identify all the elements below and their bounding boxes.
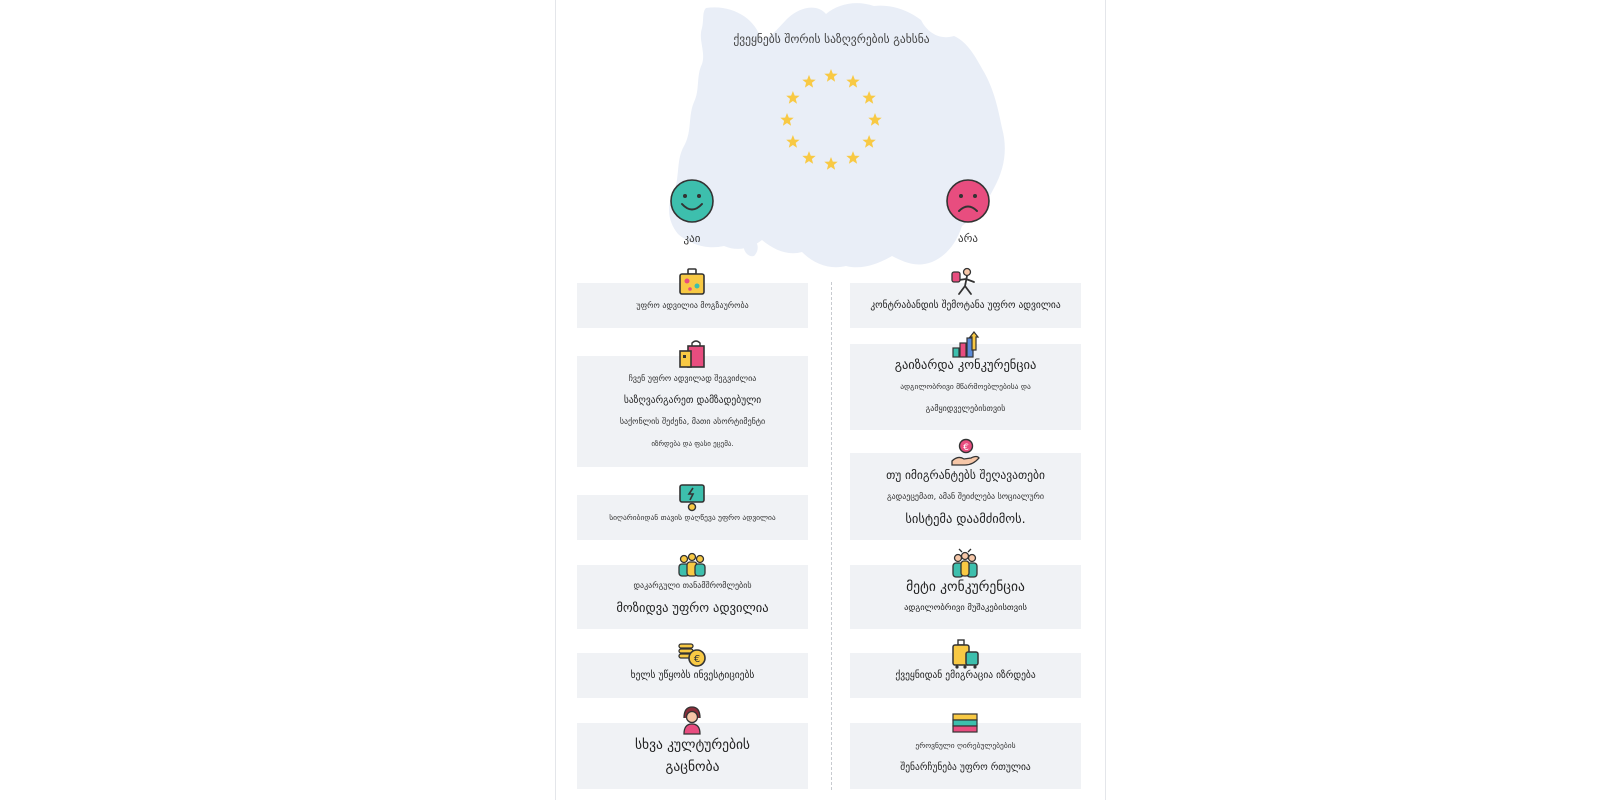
woman-icon — [676, 704, 708, 736]
card-text: დაკარგული თანამშრომლების — [633, 581, 752, 590]
star-icon — [802, 75, 815, 88]
workers-icon — [949, 548, 981, 580]
sad-face-icon — [945, 178, 991, 224]
card-text: მოზიდვა უფრო ადვილია — [616, 600, 769, 615]
star-icon — [846, 75, 859, 88]
svg-text:€: € — [693, 654, 701, 665]
infographic-page — [555, 0, 1106, 800]
card-text: გაცნობა — [665, 759, 720, 775]
card-text: საზღვარგარეთ დამზადებული — [623, 395, 762, 406]
card-text: იზრდება და ფასი ეცემა. — [651, 440, 734, 448]
card-text: გაიზარდა კონკურენცია — [894, 357, 1037, 372]
card-text: გადაეცემათ, ამან შეიძლება სოციალური — [886, 491, 1045, 501]
happy-face-icon — [669, 178, 715, 224]
card-text: უფრო ადვილია მოგზაურობა — [636, 300, 749, 310]
column-divider — [831, 282, 832, 790]
coins-icon — [676, 638, 708, 670]
star-icon — [824, 157, 837, 170]
card-text: ადგილობრივი მუშაკებისთვის — [904, 602, 1027, 613]
eu-stars — [556, 0, 1106, 200]
card-text: კონტრაბანდის შემოტანა უფრო ადვილია — [870, 300, 1061, 311]
card-text: თუ იმიგრანტებს შეღავათები — [886, 467, 1045, 482]
star-icon — [846, 151, 859, 164]
hand-coin-icon — [949, 437, 981, 469]
yes-label: კაი — [683, 232, 701, 245]
star-icon — [868, 113, 881, 126]
star-icon — [824, 69, 837, 82]
card-text: სხვა კულტურების — [634, 737, 750, 753]
luggage-icon — [949, 638, 981, 670]
page-title: ქვეყნებს შორის საზღვრების გახსნა — [733, 32, 930, 46]
flag-icon — [949, 708, 981, 740]
card-text: მეტი კონკურენცია — [906, 578, 1025, 595]
suitcase-icon — [676, 266, 708, 298]
card-text: სიღარიბიდან თავის დაღწევა უფრო ადვილია — [609, 512, 776, 522]
growth-chart-icon — [949, 328, 981, 360]
wallet-icon — [676, 480, 708, 512]
star-icon — [862, 91, 875, 104]
card-text: ქვეყნიდან ემიგრაცია იზრდება — [895, 670, 1036, 681]
star-icon — [802, 151, 815, 164]
team-icon — [676, 548, 708, 580]
card-text: საქონლის შეძენა, მათი ასორტიმენტი — [619, 417, 766, 426]
star-icon — [786, 135, 799, 148]
star-icon — [862, 135, 875, 148]
no-label: არა — [958, 232, 978, 245]
star-icon — [786, 91, 799, 104]
card-text: გამყიდველებისთვის — [925, 404, 1006, 413]
card-text: ადგილობრივი მწარმოებლებისა და — [900, 382, 1031, 391]
card-text: სისტემა დაამძიმოს. — [905, 510, 1026, 526]
card-text: ეროვნული ღირებულებების — [915, 740, 1016, 750]
smuggler-icon — [949, 266, 981, 298]
svg-text:€: € — [963, 443, 969, 453]
card-text: ჩვენ უფრო ადვილად შეგვიძლია — [628, 374, 757, 383]
card-text: ხელს უწყობს ინვესტიციებს — [630, 670, 755, 681]
card-text: შენარჩუნება უფრო რთულია — [900, 761, 1031, 773]
pro-card — [577, 356, 808, 467]
shopping-bags-icon — [676, 338, 708, 370]
star-icon — [780, 113, 793, 126]
